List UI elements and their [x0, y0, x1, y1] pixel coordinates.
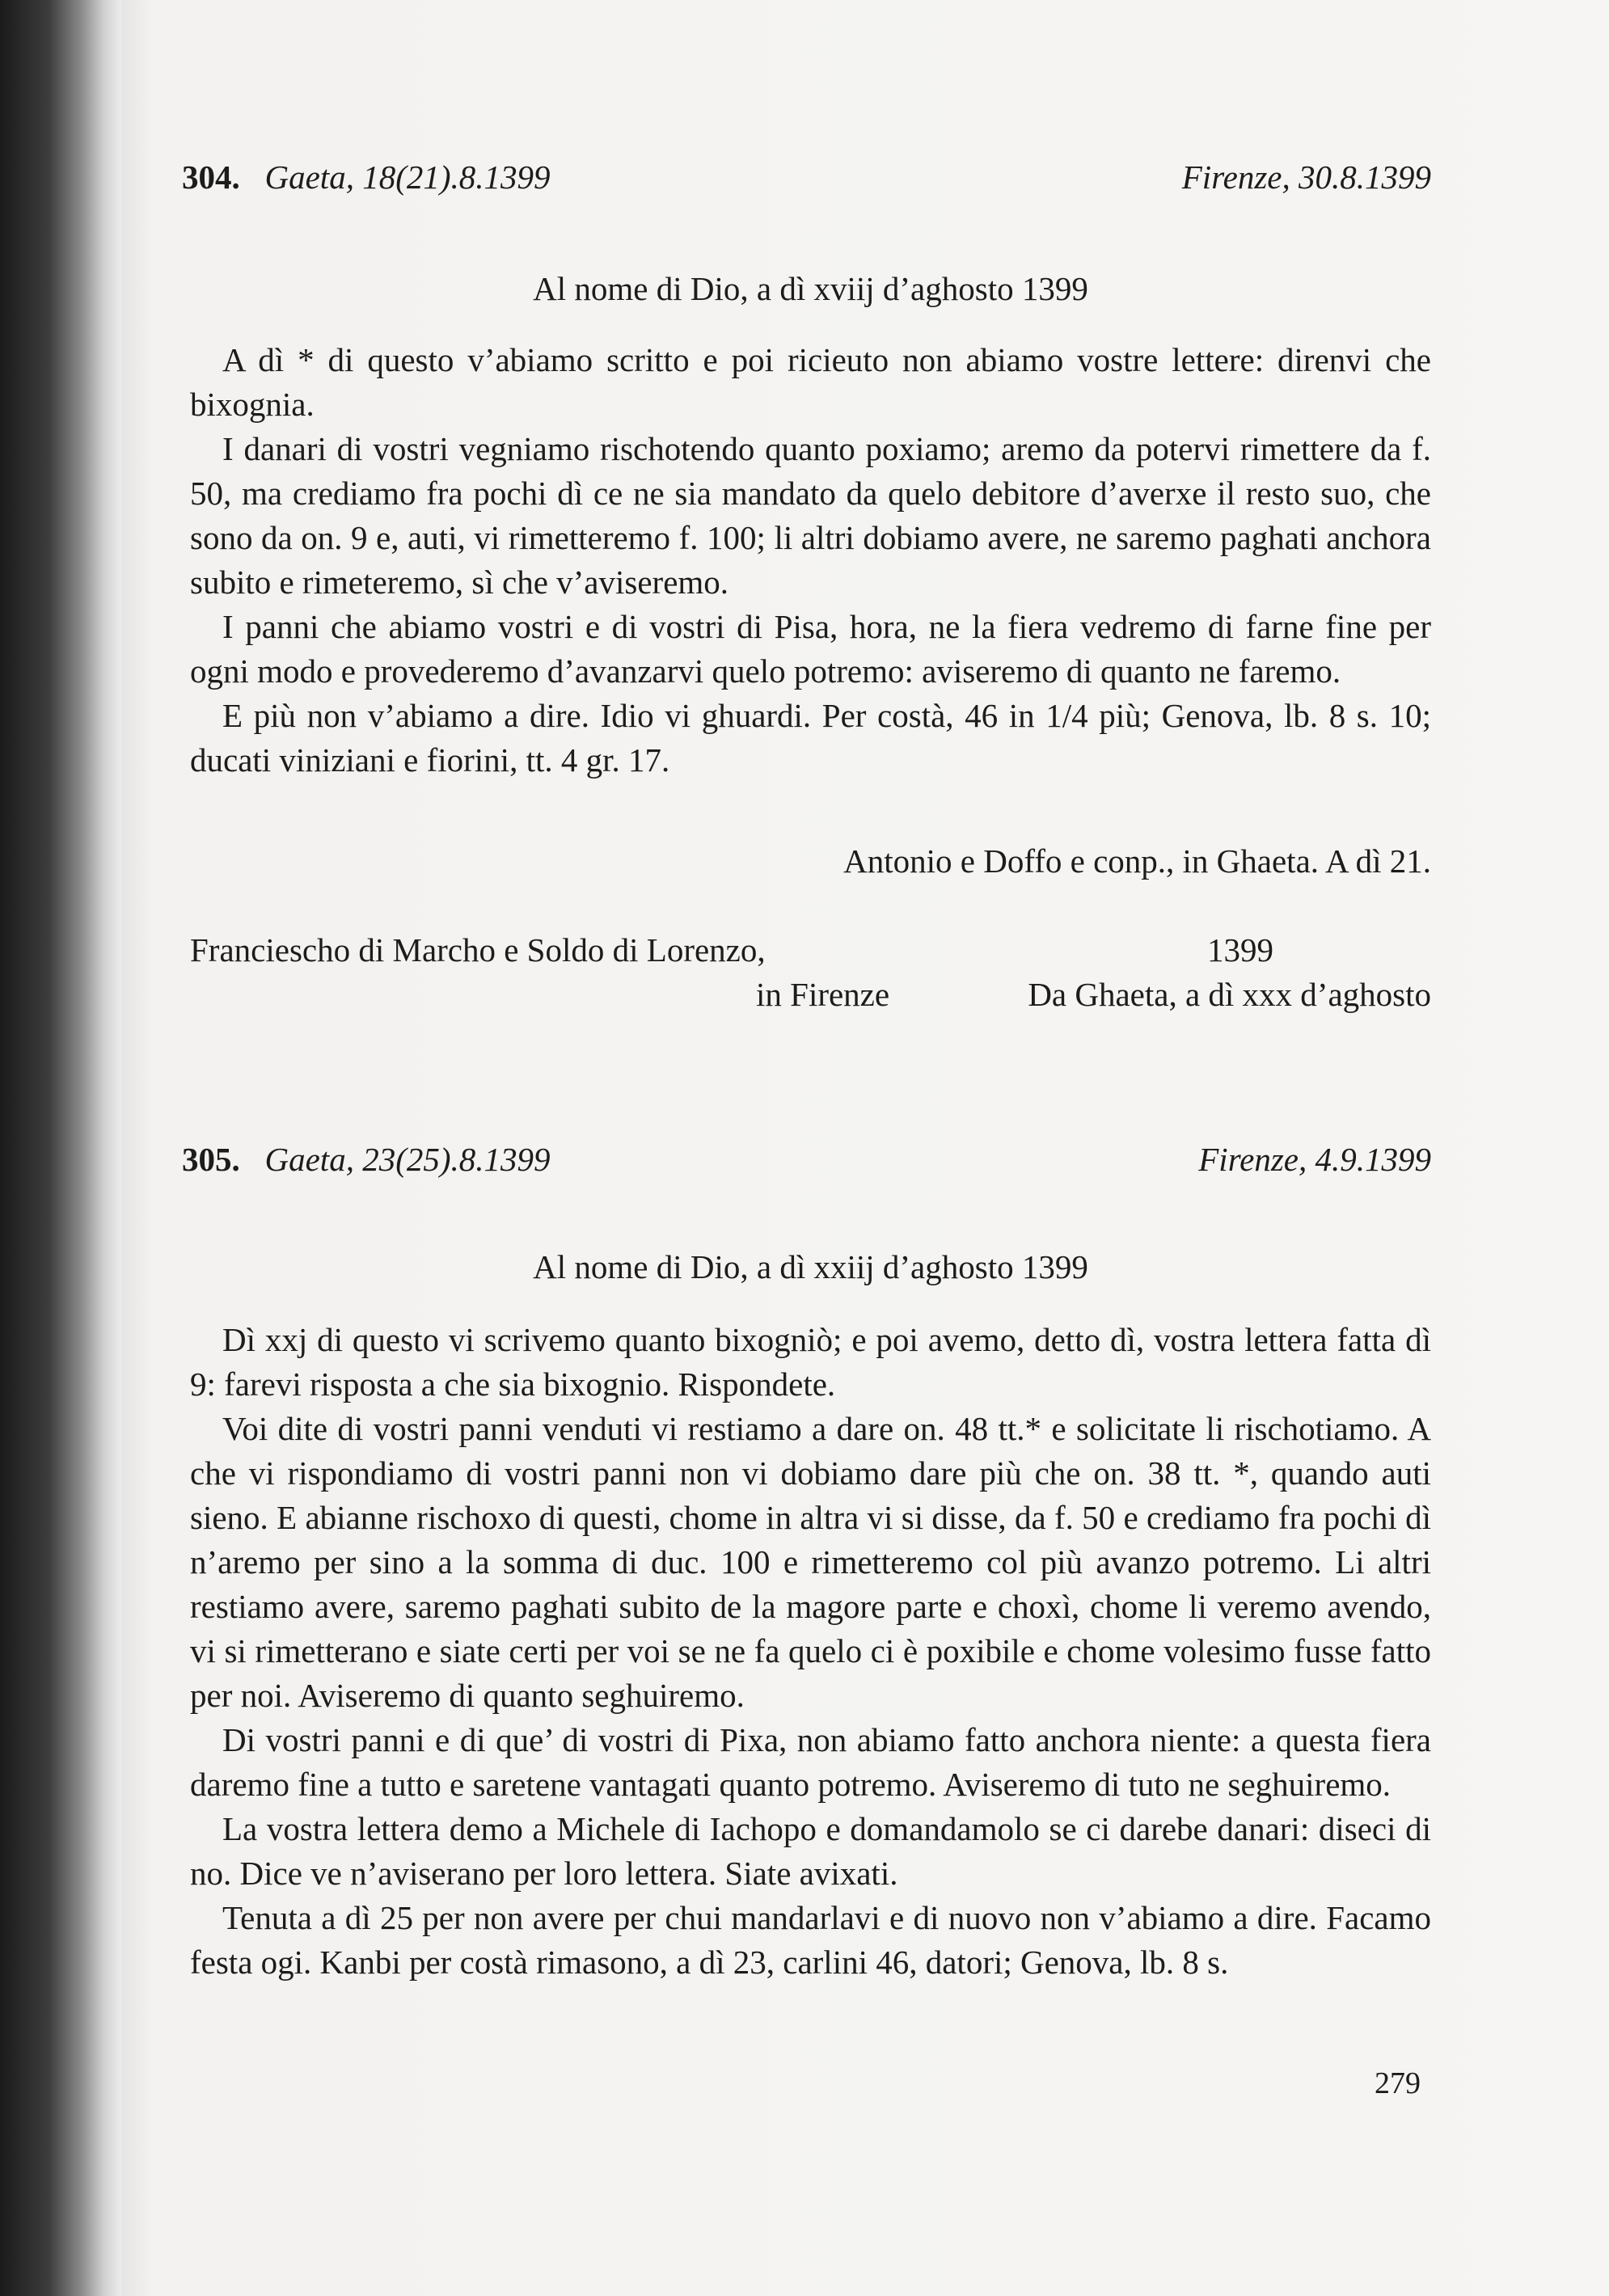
letter-304-address [190, 928, 1431, 1017]
letter-305-invocation: Al nome di Dio, a dì xxiij d’aghosto 1399 [533, 1248, 1088, 1285]
book-spine-shadow [0, 0, 121, 2296]
page-number: 279 [1375, 2066, 1421, 2100]
letter-number: 305. [182, 1141, 240, 1178]
letter-number: 304. [182, 158, 240, 196]
paragraph: Voi dite di vostri panni venduti vi restiamo a dare on. 48 tt.* e solicitate li rischotiamo. A che vi rispondiamo di vostri panni non vi dobiamo dare più che on. 38 tt. *, quando auti sieno. E abianne rischoxo di questi, chome in altra vi si disse, da f. 50 e crediamo fra pochi dì n’aremo per sino a la somma di duc. 100 e rimetteremo col più avanzo potremo. Li altri restiamo avere, saremo paghati subito de la magore parte e choxì, chome li veremo avendo, vi si rimetterano e siate certi per voi se ne fa quelo ci è poxibile e chome volesimo fusse fatto per noi. Aviseremo di quanto seghuiremo. [190, 1410, 1431, 1714]
letter-305-body [190, 1318, 1431, 1985]
address-line: in Firenze [756, 976, 890, 1013]
letter-place-date: Gaeta, 23(25).8.1399 [264, 1141, 551, 1178]
paragraph: I danari di vostri vegniamo rischotendo quanto poxiamo; aremo da potervi rimettere da f. 50, ma crediamo fra pochi dì ce ne sia mandato da quelo debitore d’averxe il resto suo, che sono da on. 9 e, auti, vi rimetteremo f. 100; li altri dobiamo avere, ne saremo paghati anchora subito e rimeteremo, sì che v’aviseremo. [190, 430, 1431, 601]
letter-304-header [182, 158, 1431, 196]
paragraph: I panni che abiamo vostri e di vostri di Pisa, hora, ne la fiera vedremo di farne fine per ogni modo e provederemo d’avanzarvi quelo potremo: aviseremo di quanto ne faremo. [190, 608, 1431, 690]
received-year: 1399 [1207, 931, 1273, 969]
letter-destination: Firenze, 30.8.1399 [1181, 158, 1431, 196]
address-line: Franciescho di Marcho e Soldo di Lorenzo, [190, 931, 766, 969]
letter-305-header [182, 1140, 1431, 1179]
letter-304-body [190, 338, 1431, 783]
received-line: Da Ghaeta, a dì xxx d’aghosto [1028, 976, 1431, 1013]
letter-304-signature: Antonio e Doffo e conp., in Ghaeta. A dì 21. [843, 842, 1431, 880]
paragraph: Dì xxj di questo vi scrivemo quanto bixogniò; e poi avemo, detto dì, vostra lettera fatta dì 9: farevi risposta a che sia bixognio. Rispondete. [190, 1321, 1431, 1403]
letter-place-date: Gaeta, 18(21).8.1399 [264, 158, 551, 196]
paragraph: Tenuta a dì 25 per non avere per chui mandarlavi e di nuovo non v’abiamo a dire. Facamo festa ogi. Kanbi per costà rimasono, a dì 23, carlini 46, datori; Genova, lb. 8 s. [190, 1899, 1431, 1981]
letter-304-invocation: Al nome di Dio, a dì xviij d’aghosto 1399 [533, 270, 1088, 307]
paragraph: E più non v’abiamo a dire. Idio vi ghuardi. Per costà, 46 in 1/4 più; Genova, lb. 8 s. 10; ducati viniziani e fiorini, tt. 4 gr. 17. [190, 697, 1431, 779]
letter-destination: Firenze, 4.9.1399 [1198, 1141, 1431, 1178]
paragraph: Di vostri panni e di que’ di vostri di Pixa, non abiamo fatto anchora niente: a questa fiera daremo fine a tutto e saretene vantagati quanto potremo. Aviseremo di tuto ne seghuiremo. [190, 1721, 1431, 1803]
paragraph: La vostra lettera demo a Michele di Iachopo e domandamolo se ci darebe danari: diseci di no. Dice ve n’aviserano per loro lettera. Siate avixati. [190, 1810, 1431, 1892]
paragraph: A dì * di questo v’abiamo scritto e poi ricieuto non abiamo vostre lettere: direnvi che bixognia. [190, 341, 1431, 423]
